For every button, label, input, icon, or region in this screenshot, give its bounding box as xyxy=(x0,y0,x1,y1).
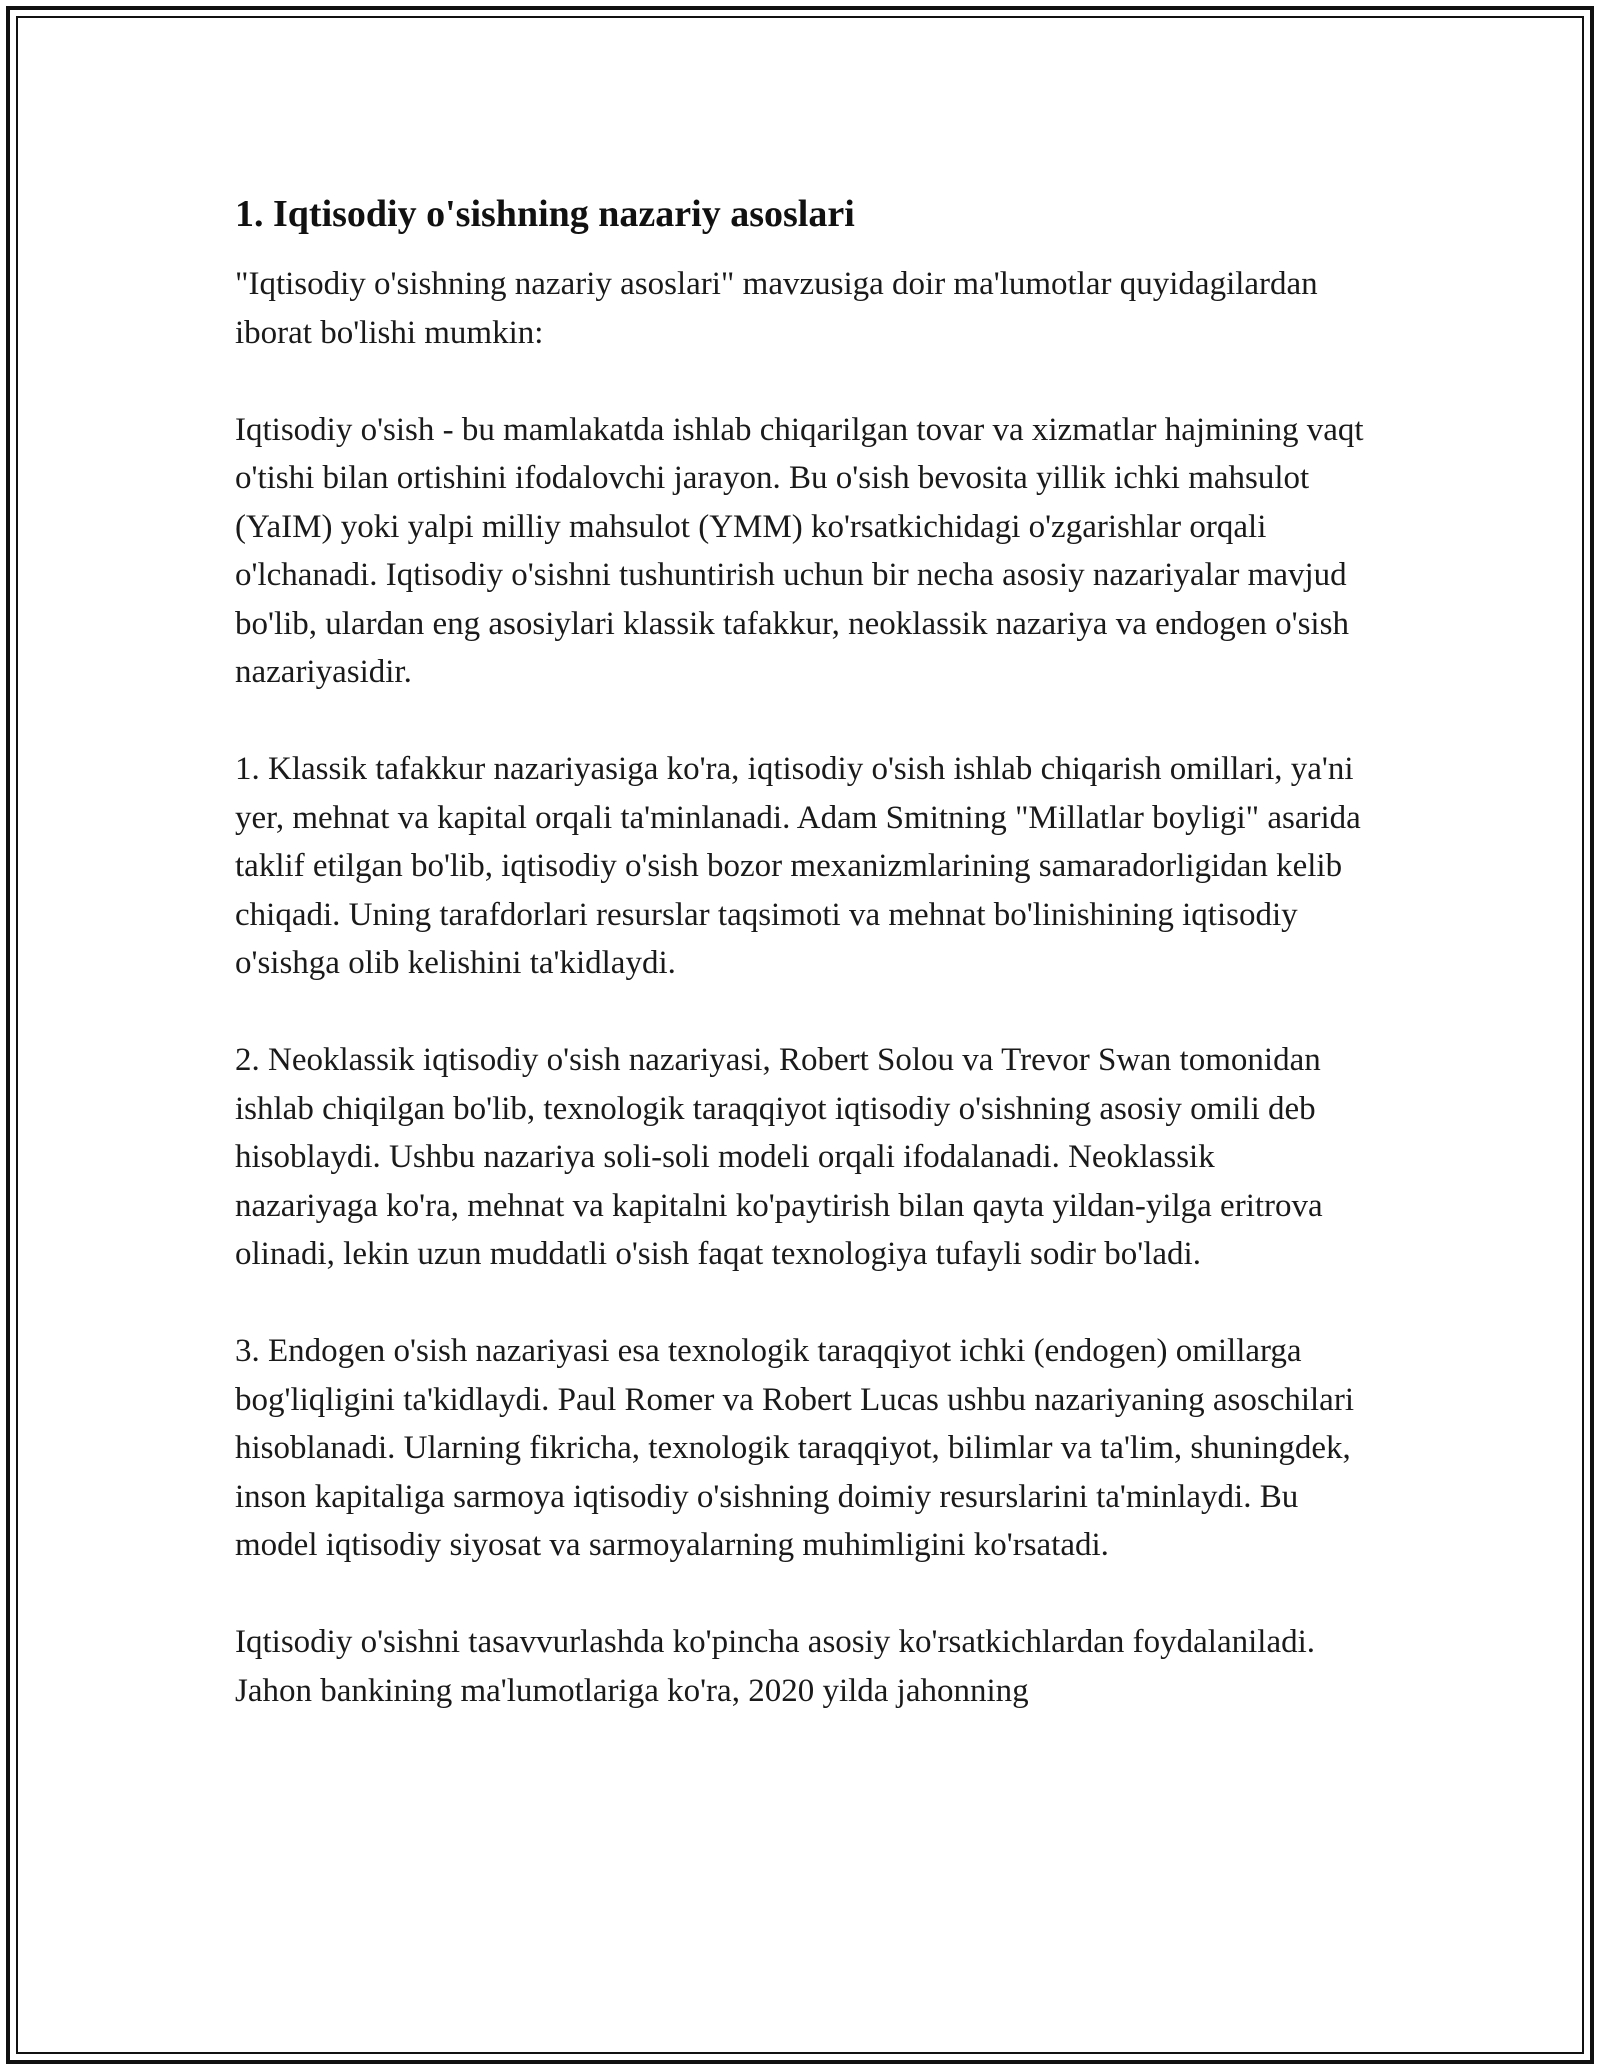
paragraph-classical-theory: 1. Klassik tafakkur nazariyasiga ko'ra, iqtisodiy o'sish ishlab chiqarish omillari, ya'ni yer, mehnat va kapital orqali ta'minlanadi. Adam Smitning "Millatlar boyligi" asarida taklif etilgan bo'lib, iqtisodiy o'sish bozor mexanizmlarining samaradorligidan kelib chiqadi. Uning tarafdorlari resurslar taqsimoti va mehnat bo'linishining iqtisodiy o'sishga olib kelishini ta'kidlaydi. xyxy=(235,751,1361,981)
paragraph-neoclassical-theory: 2. Neoklassik iqtisodiy o'sish nazariyasi, Robert Solou va Trevor Swan tomonidan ishlab chiqilgan bo'lib, texnologik taraqqiyot iqtisodiy o'sishning asosiy omili deb hisoblaydi. Ushbu nazariya soli-soli modeli orqali ifodalanadi. Neoklassik nazariyaga ko'ra, mehnat va kapitalni ko'paytirish bilan qayta yildan-yilga eritrova olinadi, lekin uzun muddatli o'sish faqat texnologiya tufayli sodir bo'ladi. xyxy=(235,1042,1323,1272)
paragraph-indicators: Iqtisodiy o'sishni tasavvurlashda ko'pincha asosiy ko'rsatkichlardan foydalaniladi. Jahon bankining ma'lumotlariga ko'ra, 2020 yilda jahonning xyxy=(235,1624,1316,1709)
paragraph-intro: "Iqtisodiy o'sishning nazariy asoslari" mavzusiga doir ma'lumotlar quyidagilardan iborat bo'lishi mumkin: xyxy=(235,266,1318,351)
paragraph-definition: Iqtisodiy o'sish - bu mamlakatda ishlab chiqarilgan tovar va xizmatlar hajmining vaqt o'tishi bilan ortishini ifodalovchi jarayon. Bu o'sish bevosita yillik ichki mahsulot (YaIM) yoki yalpi milliy mahsulot (YMM) ko'rsatkichidagi o'zgarishlar orqali o'lchanadi. Iqtisodiy o'sishni tushuntirish uchun bir necha asosiy nazariyalar mavjud bo'lib, ulardan eng asosiylari klassik tafakkur, neoklassik nazariya va endogen o'sish nazariyasidir. xyxy=(235,411,1364,690)
document-body xyxy=(235,188,1365,1764)
section-heading: 1. Iqtisodiy o'sishning nazariy asoslari xyxy=(235,193,855,235)
paragraph-endogenous-theory: 3. Endogen o'sish nazariyasi esa texnologik taraqqiyot ichki (endogen) omillarga bog'liqligini ta'kidlaydi. Paul Romer va Robert Lucas ushbu nazariyaning asoschilari hisoblanadi. Ularning fikricha, texnologik taraqqiyot, bilimlar va ta'lim, shuningdek, inson kapitaliga sarmoya iqtisodiy o'sishning doimiy resurslarini ta'minlaydi. Bu model iqtisodiy siyosat va sarmoyalarning muhimligini ko'rsatadi. xyxy=(235,1333,1354,1563)
